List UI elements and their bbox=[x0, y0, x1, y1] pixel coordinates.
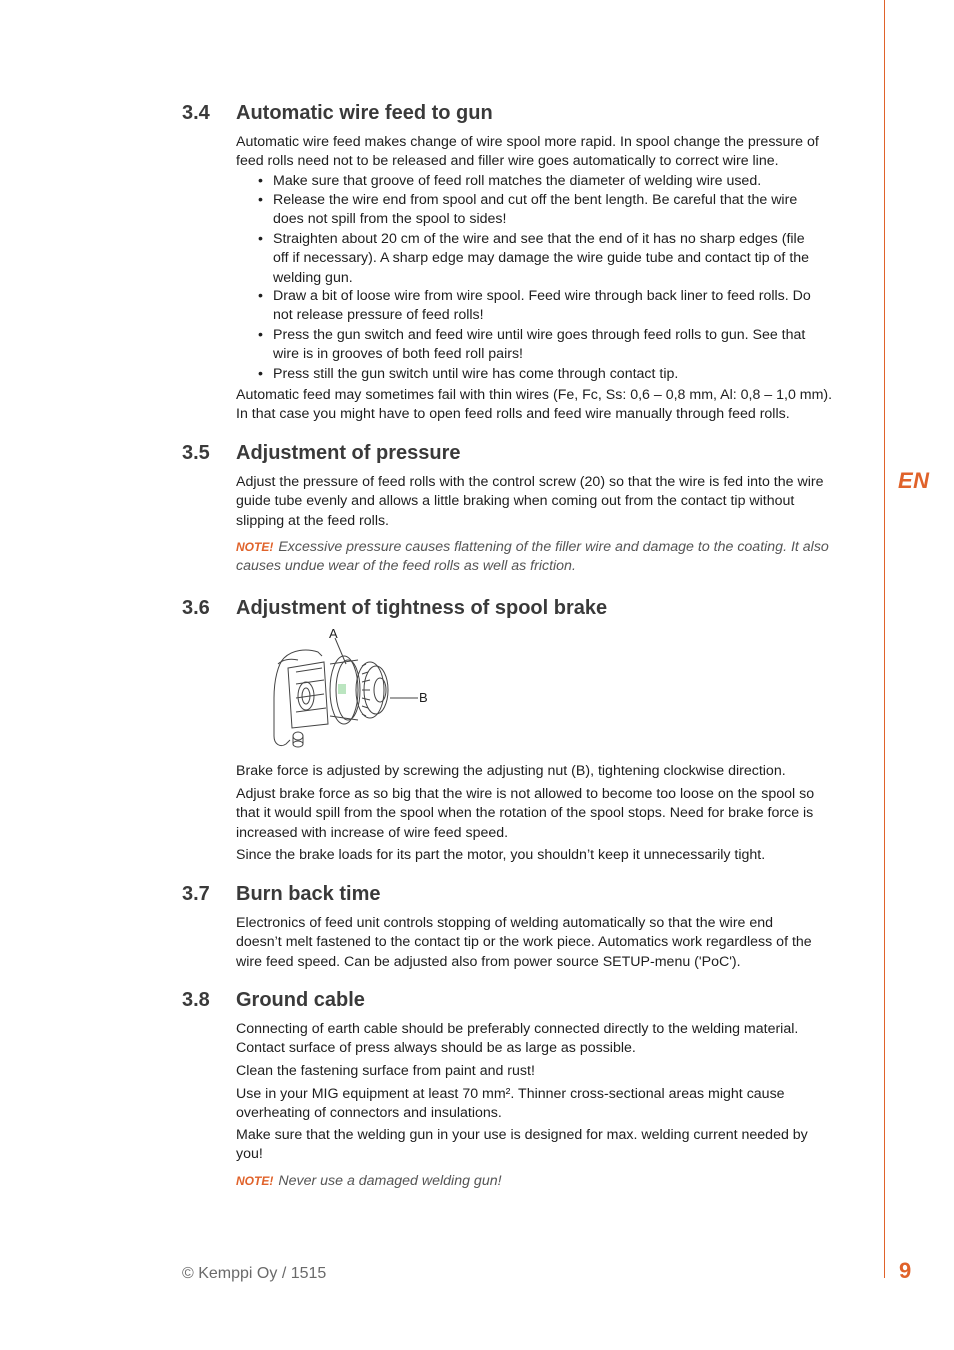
section-3-5-heading bbox=[182, 442, 460, 465]
spool-brake-drawing bbox=[262, 624, 442, 754]
page-number: 9 bbox=[899, 1258, 912, 1283]
section-3-5-note: NOTE! Excessive pressure causes flattening of the filler wire and damage to the coating. It also causes undue wear of the feed rolls as well as friction. bbox=[236, 539, 829, 575]
section-title: Ground cable bbox=[236, 989, 365, 1011]
margin-rule bbox=[884, 0, 885, 1278]
section-number: 3.6 bbox=[182, 597, 210, 619]
section-3-6-p1: Brake force is adjusted by screwing the adjusting nut (B), tightening clockwise direction. bbox=[236, 763, 786, 779]
section-number: 3.5 bbox=[182, 442, 210, 464]
section-3-8-p1: Connecting of earth cable should be preferably connected directly to the welding material. Contact surface of press always should be as large as possible. bbox=[236, 1021, 799, 1057]
section-3-4-heading bbox=[182, 102, 493, 125]
section-number: 3.4 bbox=[182, 102, 210, 124]
section-3-5-body: Adjust the pressure of feed rolls with the control screw (20) so that the wire is fed into the wire guide tube evenly and allows a little braking when coming out from the contact tip without slipping at the feed rolls. bbox=[236, 474, 824, 529]
language-tab: EN bbox=[898, 468, 930, 493]
section-title: Burn back time bbox=[236, 883, 381, 905]
section-number: 3.8 bbox=[182, 989, 210, 1011]
section-title: Automatic wire feed to gun bbox=[236, 102, 493, 124]
section-3-8-p3: Use in your MIG equipment at least 70 mm². Thinner cross-sectional areas might cause overheating of connectors and insulations. bbox=[236, 1086, 785, 1122]
figure-label-a: A bbox=[329, 626, 338, 641]
note-label: NOTE! bbox=[236, 540, 274, 554]
section-title: Adjustment of pressure bbox=[236, 442, 461, 464]
note-label: NOTE! bbox=[236, 1174, 274, 1188]
section-number: 3.7 bbox=[182, 883, 210, 905]
section-3-6-p2: Adjust brake force as so big that the wire is not allowed to become too loose on the spool so that it would spill from the spool when the rotation of the spool stops. Need for brake force is increased with increase of wire feed speed. bbox=[236, 786, 815, 841]
figure-label-b: B bbox=[419, 690, 428, 705]
spool-brake-illustration bbox=[262, 624, 442, 754]
section-3-4-intro: Automatic wire feed makes change of wire spool more rapid. In spool change the pressure of feed rolls need not to be released and filler wire goes automatically to correct wire line. bbox=[236, 134, 819, 170]
section-3-8-heading bbox=[182, 989, 365, 1012]
section-3-7-body: Electronics of feed unit controls stopping of welding automatically so that the wire end doesn’t melt fastened to the contact tip or the work piece. Automatics work regardless of the wire feed speed. Can be adjusted also from power source SETUP-menu ('PoC'). bbox=[236, 915, 812, 970]
section-3-7-heading bbox=[182, 883, 380, 906]
section-3-8-p2: Clean the fastening surface from paint and rust! bbox=[236, 1063, 535, 1079]
footer-copyright: © Kemppi Oy / 1515 bbox=[182, 1265, 327, 1282]
section-3-8-note: NOTE! Never use a damaged welding gun! bbox=[236, 1173, 502, 1189]
section-3-4-outro: Automatic feed may sometimes fail with thin wires (Fe, Fc, Ss: 0,6 – 0,8 mm, Al: 0,8 – 1,0 mm). In that case you might have to open feed rolls and feed wire manually through feed rolls. bbox=[236, 387, 833, 423]
section-3-6-p3: Since the brake loads for its part the motor, you shouldn’t keep it unnecessarily tight. bbox=[236, 847, 766, 863]
section-3-8-p4: Make sure that the welding gun in your use is designed for max. welding current needed by you! bbox=[236, 1127, 808, 1163]
section-title: Adjustment of tightness of spool brake bbox=[236, 597, 608, 619]
section-3-6-heading bbox=[182, 597, 607, 620]
